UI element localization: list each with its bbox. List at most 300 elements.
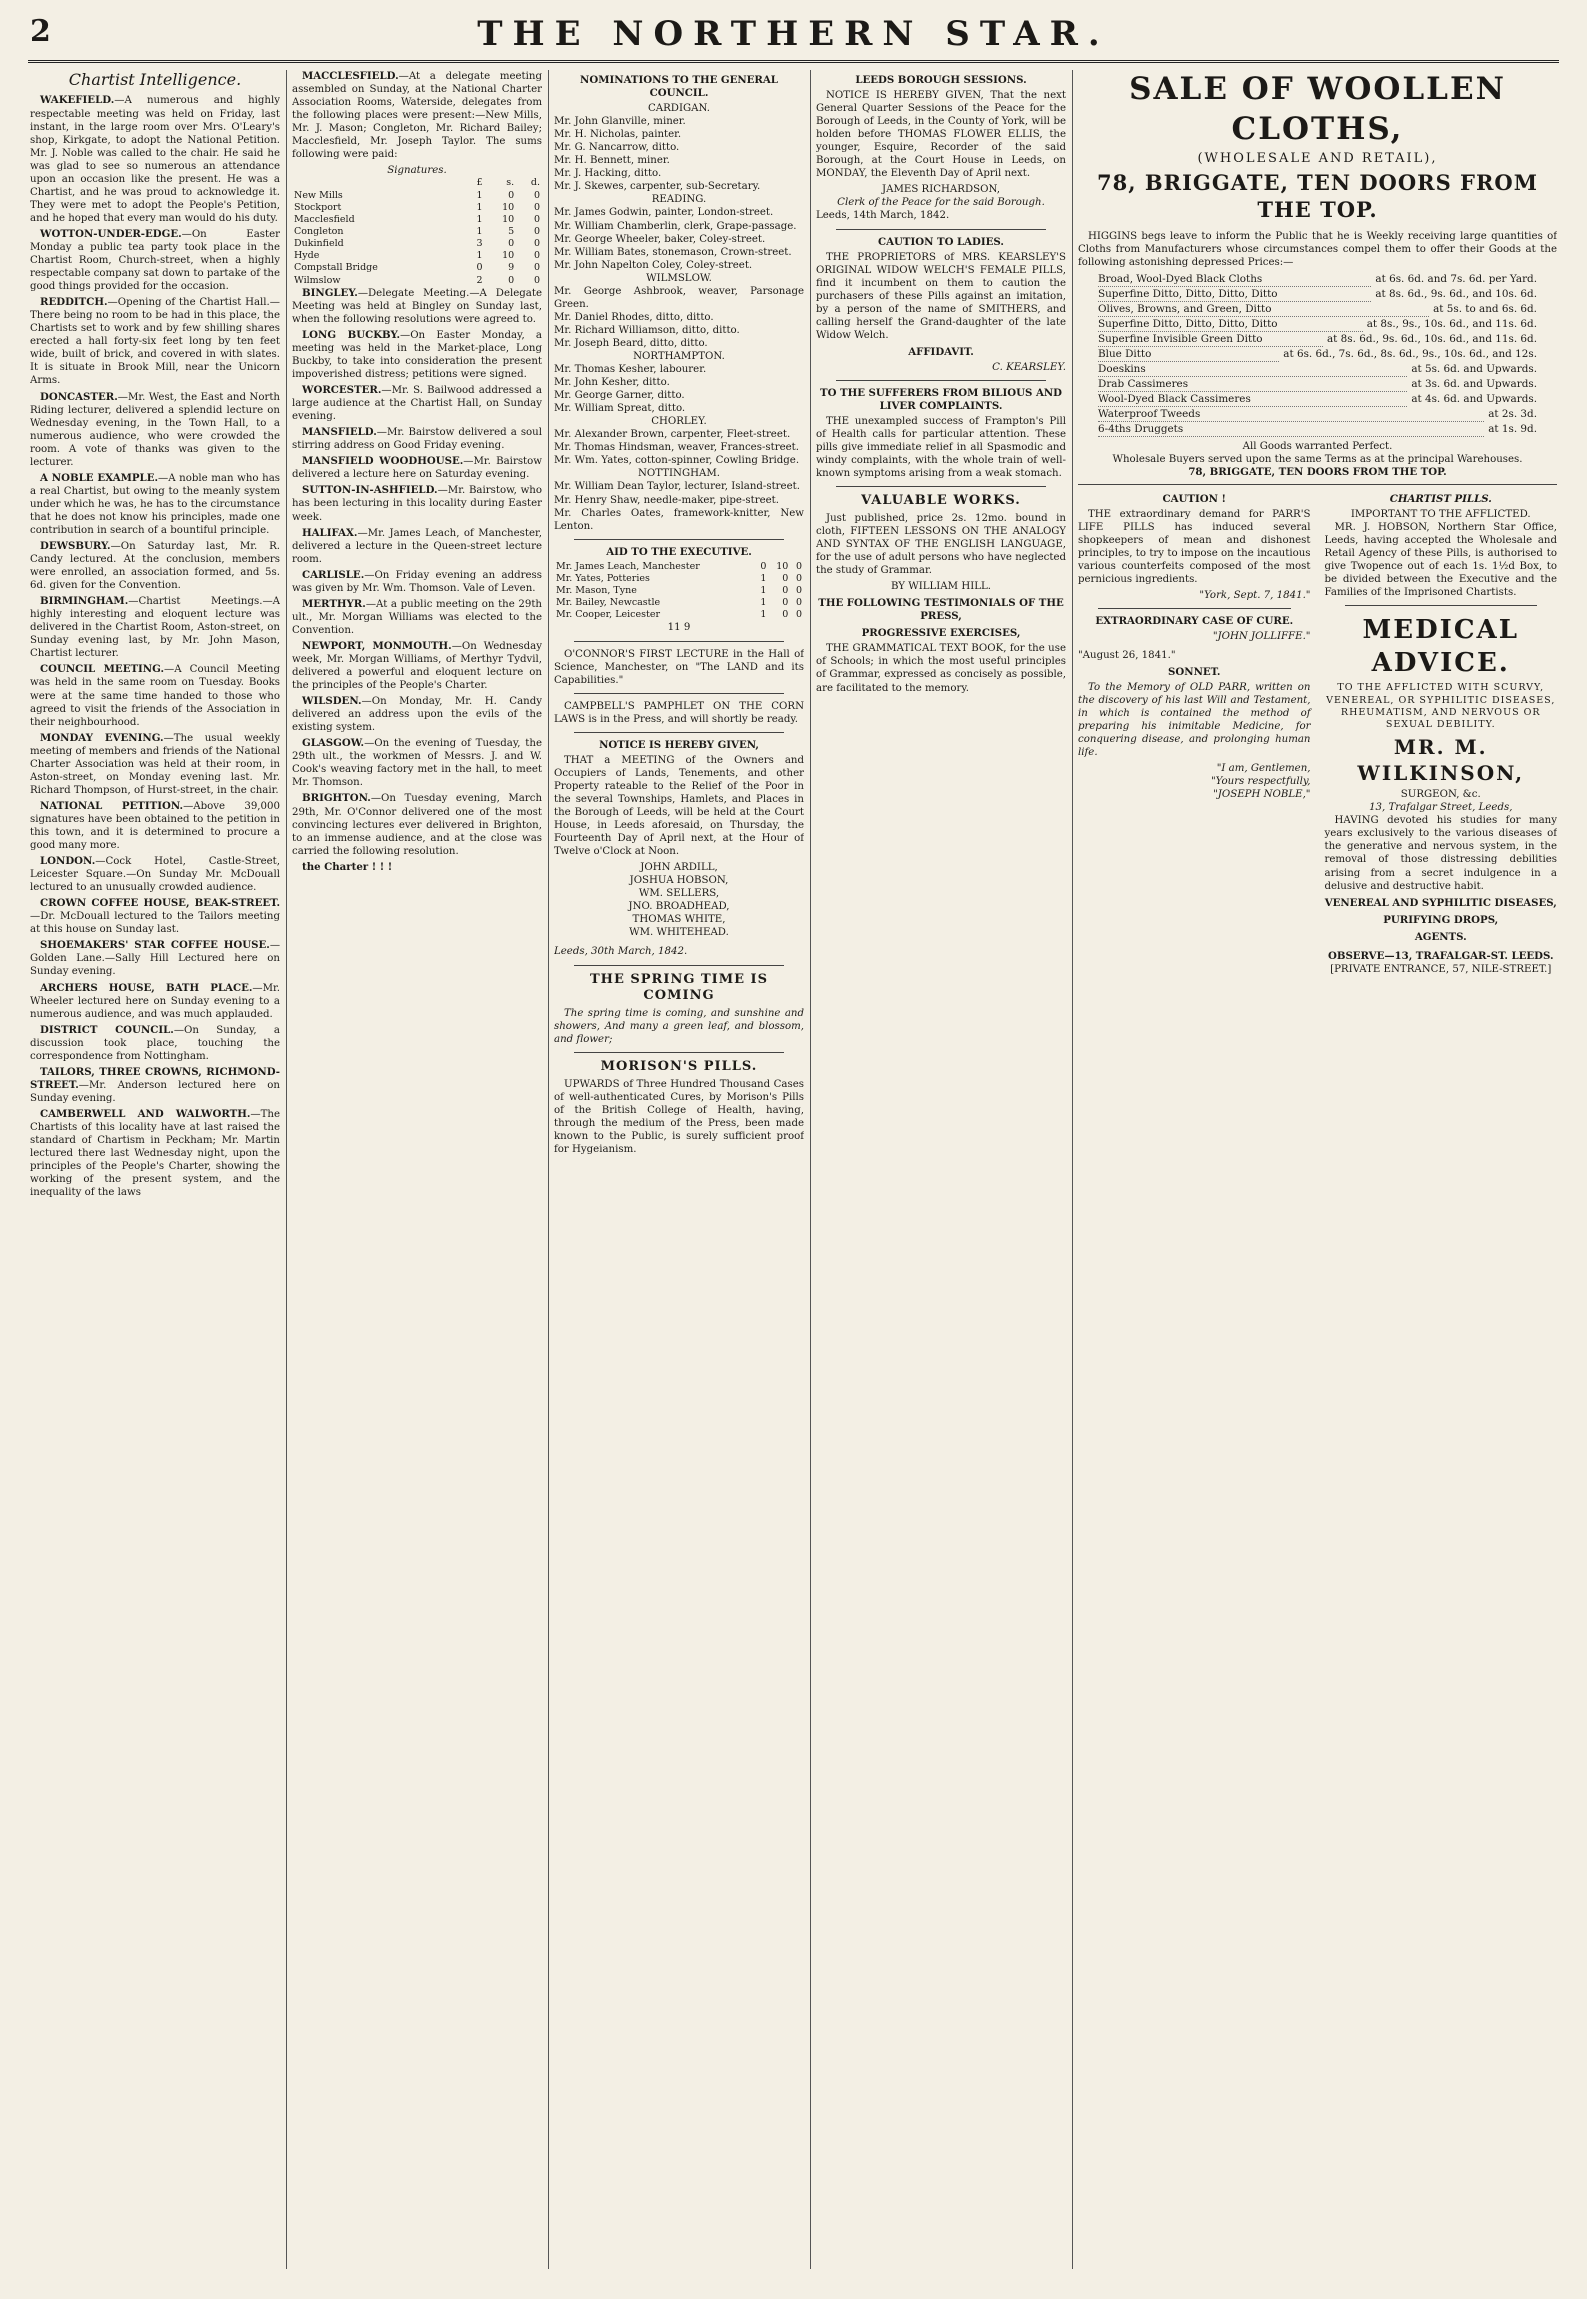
table-row [554,573,804,585]
table-cell: 1 [760,609,767,621]
private-entrance: [PRIVATE ENTRANCE, 57, NILE-STREET.] [1330,963,1552,975]
article [30,663,280,728]
town-heading: NORTHAMPTON. [633,350,725,362]
spring-heading: THE SPRING TIME IS COMING [590,971,768,1004]
article [30,1108,280,1199]
table-cell: 0 [533,213,540,225]
bilious-heading: TO THE SUFFERERS FROM BILIOUS AND LIVER COMPLAINTS. [819,386,1062,413]
article-text: —Cock Hotel, Castle-Street, Leicester Square.—On Sunday Mr. McDouall lectured to an unusually crowded audience. [30,856,280,894]
price-row [1098,407,1537,422]
price-row [1098,272,1537,287]
price-value: at 1s. 9d. [1488,423,1537,436]
divider [574,539,784,540]
divider [574,1052,784,1053]
table-cell: 1 [476,226,483,237]
nominee: Mr. William Dean Taylor, lecturer, Island-street. [554,481,800,493]
article-text: —Mr. Bairstow delivered a soul stirring address on Good Friday evening. [292,427,542,452]
article [292,598,542,637]
letter-place: "York, Sept. 7, 1841." [1199,589,1311,601]
article-text: —Delegate Meeting.—A Delegate Meeting was held at Bingley on Sunday last, when the following resolutions were agreed to. [292,287,542,325]
nominee: Mr. J. Skewes, carpenter, sub-Secretary. [554,181,761,193]
nominee: Mr. J. Hacking, ditto. [554,168,662,180]
signatory: JNO. BROADHEAD, [628,901,730,913]
divider [574,965,784,966]
venereal-heading: VENEREAL AND SYPHILITIC DISEASES, [1324,896,1557,909]
article-lead: NATIONAL PETITION. [40,799,184,812]
article-text: —On Easter Monday a public tea party took place in the Chartist Room, Church-street, when a highly respectable company sat down to partake of the good things provided for the occasion. [30,228,280,293]
article-text: —Above 39,000 signatures have been obtained to the petition in this town, and it is determined to procure a good many more. [30,800,280,852]
closing-signature: "I am, Gentlemen, "Yours respectfully, "JOSEPH NOBLE," [1210,763,1311,801]
table-cell: Hyde [294,250,320,262]
surgeon-name: MR. M. WILKINSON, [1357,735,1525,785]
table-cell: Mr. Yates, Potteries [556,572,650,584]
article-lead: WOTTON-UNDER-EDGE. [40,227,182,240]
price-value: at 5s. 6d. and Upwards. [1411,363,1537,376]
divider [836,380,1046,381]
article-lead: NEWPORT, MONMOUTH. [302,639,452,652]
oconnor-notice: O'CONNOR'S FIRST LECTURE in the Hall of Science, Manchester, on "The LAND and its Capabilities." [554,648,804,686]
signatory: JOSHUA HOBSON, [629,875,729,887]
table-cell: 5 [508,226,515,237]
price-row [1098,362,1537,377]
grammatical-text: THE GRAMMATICAL TEXT BOOK, for the use of Schools; in which the most useful principles of Grammar, expressed as concisely as possible, are facilitated to the memory. [816,643,1066,694]
chartist-pills-heading: CHARTIST PILLS. [1389,492,1492,505]
article-lead: DEWSBURY. [40,540,111,553]
article-lead: GLASGOW. [302,737,365,750]
table-cell: Dukinfield [294,238,344,250]
article [30,595,280,660]
table-row [292,250,542,262]
article [292,384,542,423]
notice-signatories [554,861,804,939]
article-lead: CROWN COFFEE HOUSE, BEAK-STREET. [40,897,280,910]
table-header-cell: d. [530,177,540,189]
medical-advice-heading: MEDICAL ADVICE. [1362,614,1519,679]
table-header-cell: £ [476,177,483,189]
article [292,792,542,857]
sale-footer-address: 78, BRIGGATE, TEN DOORS FROM THE TOP. [1188,466,1447,479]
table-row [554,585,804,597]
article-text: —Opening of the Chartist Hall.—There being no room to be had in this place, the Chartists set to work and by few shilling shares erected a hall forty-six feet long by ten feet wide, built of brick, and covered in with slates. It is situate in Brook Mill, near the Unicorn Arms. [30,297,280,387]
table-cell: 0 [782,585,789,596]
article-lead: WILSDEN. [302,695,362,708]
article-lead: BRIGHTON. [302,792,371,805]
divider [1098,608,1291,609]
nominee: Mr. John Napelton Coley, Coley-street. [554,259,753,271]
price-row [1098,392,1537,407]
table-cell: 0 [795,585,802,596]
column-two [292,70,542,2269]
article [30,982,280,1021]
caution-text: THE extraordinary demand for PARR'S LIFE PILLS has induced several shopkeepers of mean and dishonest principles, to try to impose on the incautious various counterfeits composed of the most pernicious ingredients. [1078,508,1311,585]
sonnet-heading: SONNET. [1168,666,1221,679]
article-lead: DISTRICT COUNCIL. [40,1023,174,1036]
table-cell: 0 [508,238,515,250]
article-text: —On Easter Monday, a meeting was held in the Market-place, Long Buckby, to take into consideration the present impoverished distress; petitions were signed. [292,329,542,381]
table-row [292,226,542,238]
leeds-sessions-heading: LEEDS BOROUGH SESSIONS. [855,74,1027,86]
town-heading: NOTTINGHAM. [637,468,721,480]
nominee: Mr. John Glanville, miner. [554,116,686,128]
article-lead: MONDAY EVENING. [40,731,164,744]
article-text: —On Monday, Mr. H. Candy delivered an address upon the evils of the existing system. [292,696,542,734]
table-cell: 0 [782,572,789,584]
price-row [1098,317,1537,332]
price-value: at 2s. 3d. [1488,408,1537,421]
column-divider [548,70,549,2269]
article [292,287,542,326]
nominee: Mr. William Spreat, ditto. [554,403,686,415]
table-cell: 0 [533,201,540,213]
column-divider [810,70,811,2269]
table-cell: 0 [760,560,767,572]
article [292,329,542,381]
price-item: Drab Cassimeres [1098,377,1407,392]
table-row [292,202,542,214]
nominee: Mr. Wm. Yates, cotton-spinner, Cowling Bridge. [554,455,800,467]
table-cell: 0 [533,226,540,237]
article [30,939,280,978]
table-cell: 0 [782,597,789,609]
medical-text: HAVING devoted his studies for many years exclusively to the various diseases of the generative and nervous system, in the removal of those distressing debilities arising from a secret indulgence in a delusive and destructive habit. [1324,815,1557,892]
article-lead: CAMBERWELL AND WALWORTH. [40,1107,251,1120]
article-text: —At a delegate meeting assembled on Sunday, at the National Charter Association Rooms, Waterside, delegates from the following places were present:—New Mills, Mr. J. Mason; Congleton, Mr. Richard Bailey; Macclesfield, Mr. Joseph Taylor. The sums following were paid: [292,71,542,161]
leeds-signature: JAMES RICHARDSON, [882,184,1000,196]
price-item: Blue Ditto [1098,347,1279,362]
article-lead: LONG BUCKBY. [302,328,400,341]
table-cell: 0 [533,262,540,274]
nominee: Mr. Alexander Brown, carpenter, Fleet-street. [554,429,791,441]
divider [1078,484,1557,485]
article-lead: CARLISLE. [302,568,365,581]
article [30,296,280,387]
article-text: —On Saturday last, Mr. R. Candy lectured. At the conclusion, members were enrolled, an association formed, and 5s. 6d. given for the Convention. [30,541,280,592]
article-lead: HALIFAX. [302,526,358,539]
price-row [1098,332,1537,347]
nominee: Mr. William Bates, stonemason, Crown-street. [554,246,792,258]
medical-column [1325,489,1558,976]
article-text: —On Friday evening an address was given by Mr. Wm. Thomson. Vale of Leven. [292,569,542,594]
price-value: at 3s. 6d. and Upwards. [1411,378,1537,391]
table-cell: 1 [476,201,483,213]
article [30,732,280,797]
price-item: Olives, Browns, and Green, Ditto [1098,302,1429,317]
article-text: —On Wednesday week, Mr. Morgan Williams, of Merthyr Tydvil, delivered a powerful and eloquent lecture on the principles of the People's Charter. [292,640,542,692]
price-value: at 6s. 6d. and 7s. 6d. per Yard. [1375,272,1537,285]
table-row [292,262,542,274]
sonnet-text: To the Memory of OLD PARR, written on the discovery of his last Will and Testament, in which is contained the method of preparing his inimitable Medicine, for conquering disease, and prolonging human life. [1078,682,1311,759]
article [30,391,280,469]
signatory: WM. SELLERS, [638,888,720,900]
table-cell: Mr. Mason, Tyne [556,585,637,596]
divider [574,641,784,642]
table-row [292,190,542,202]
article [30,472,280,537]
nominee: Mr. James Godwin, painter, London-street. [554,207,774,219]
article [30,855,280,894]
sale-subtitle: (WHOLESALE AND RETAIL), [1197,151,1438,167]
nominee: Mr. Daniel Rhodes, ditto, ditto. [554,311,714,323]
article-lead: SHOEMAKERS' STAR COFFEE HOUSE. [40,939,270,952]
table-title: Signatures. [387,165,447,177]
table-cell: 2 [476,274,483,286]
article-text: —Mr. Bairstow delivered a lecture here on Saturday evening. [292,456,542,481]
warranted-note: All Goods warranted Perfect. [1242,441,1393,453]
table-cell: 0 [508,189,515,201]
price-value: at 8s. 6d., 9s. 6d., and 10s. 6d. [1375,287,1537,300]
column-divider [1072,70,1073,2269]
nominee: Mr. G. Nancarrow, ditto. [554,142,680,154]
article-lead: SUTTON-IN-ASHFIELD. [302,484,438,497]
price-item: Wool-Dyed Black Cassimeres [1098,392,1407,407]
article-text: —On Sunday, a discussion took place, touching the correspondence from Nottingham. [30,1024,280,1062]
purifying-heading: PURIFYING DROPS, [1383,913,1499,926]
nominee: Mr. William Chamberlin, clerk, Grape-passage. [554,220,797,232]
article-lead: WAKEFIELD. [40,94,115,107]
table-cell: 0 [795,560,802,572]
nominee: Mr. Richard Williamson, ditto, ditto. [554,324,740,336]
notice-date: Leeds, 30th March, 1842. [554,946,688,958]
article [292,527,542,566]
notice-text: THAT a MEETING of the Owners and Occupiers of Lands, Tenements, and other Property rateable to the Relief of the Poor in the several Townships, Hamlets, and Places in the Borough of Leeds, will be held at the Court House, in Leeds aforesaid, on Thursday, the Fourteenth Day of April next, at the Hour of Twelve o'Clock at Noon. [554,754,804,858]
table-header-cell: s. [506,177,515,189]
table-row [292,275,542,287]
nominee: Mr. George Garner, ditto. [554,390,685,402]
article-lead: TAILORS, THREE CROWNS, RICHMOND-STREET. [30,1065,280,1091]
article-lead: BIRMINGHAM. [40,595,129,608]
article-text: —Mr. S. Bailwood addressed a large audience at the Chartist Hall, on Sunday evening. [292,385,542,423]
nominee: Mr. H. Nicholas, painter. [554,129,682,141]
sale-intro: HIGGINS begs leave to inform the Public that he is Weekly receiving large quantities of Cloths from Manufacturers whose circumstances compel them to offer their Goods at the following astonishing depressed Prices:— [1078,230,1557,268]
surgeon-title: SURGEON, &c. [1400,789,1481,801]
table-cell: 0 [795,609,802,621]
column-chartist-intelligence [30,70,280,2269]
article [292,455,542,481]
article [292,484,542,523]
article-list [292,287,542,858]
valuable-works-text: Just published, price 2s. 12mo. bound in cloth, FIFTEEN LESSONS ON THE ANALOGY AND SYNTAX OF THE ENGLISH LANGUAGE, for the use of adult persons who have neglected the study of Grammar. [816,512,1066,577]
leeds-date: Leeds, 14th March, 1842. [816,210,950,222]
table-cell: 0 [533,238,540,250]
wholesale-note: Wholesale Buyers served upon the same Terms as at the principal Warehouses. [1112,454,1523,466]
article-list [30,94,280,1199]
caution-ladies-text: THE PROPRIETORS of MRS. KEARSLEY'S ORIGINAL WIDOW WELCH'S FEMALE PILLS, find it incumbent on them to caution the purchasers of these Pills against an imitation, by a person of the name of SMITHERS, and calling herself the Grand-daughter of the late Widow Welch. [816,251,1066,341]
top-rule [28,60,1559,63]
signatures-table [292,177,542,286]
caution-ladies-heading: CAUTION TO LADIES. [878,235,1004,248]
table-cell: 0 [508,274,515,286]
table-cell: 0 [795,572,802,584]
author-line: BY WILLIAM HILL. [890,581,992,593]
price-value: at 5s. to and 6s. 6d. [1433,302,1537,315]
nominee: Mr. H. Bennett, miner. [554,155,670,167]
aid-table [554,561,804,622]
table-cell: 1 [760,572,767,584]
price-value: at 8s., 9s., 10s. 6d., and 11s. 6d. [1366,318,1537,330]
table-row [292,214,542,226]
price-value: at 6s. 6d., 7s. 6d., 8s. 6d., 9s., 10s. 6d., and 12s. [1283,348,1537,361]
price-row [1098,377,1537,392]
article [292,569,542,595]
article-lead: MACCLESFIELD. [302,70,399,82]
table-cell: 1 [476,250,483,262]
table-cell: Congleton [294,226,344,237]
price-row [1098,287,1537,302]
table-cell: 10 [502,250,515,262]
table-cell: Macclesfield [294,213,355,225]
table-cell: 0 [795,597,802,609]
chartist-pills-text: MR. J. HOBSON, Northern Star Office, Leeds, having accepted the Wholesale and Retail Agency of these Pills, is authorised to give Twopence out of each 1s. 1½d Box, to be divided between the Executive and the Families of the Imprisoned Chartists. [1324,521,1557,598]
table-cell: 0 [533,274,540,286]
page-number: 2 [30,14,51,49]
nominations-heading: NOMINATIONS TO THE GENERAL COUNCIL. [580,74,778,100]
affidavit-heading: AFFIDAVIT. [908,345,974,358]
price-row [1098,302,1537,317]
article-lead: COUNCIL MEETING. [40,663,164,676]
article-lead: A NOBLE EXAMPLE. [40,471,159,484]
article-text: —On Tuesday evening, March 29th, Mr. O'Connor delivered one of the most convincing lectures ever delivered in Brighton, to an immense audience, and at the close was carried the following resolution. [292,793,542,857]
article [30,540,280,592]
article-text: —The Chartists of this locality have at last raised the standard of Chartism in Peckham; Mr. Martin lectured there last Wednesday night, upon the principles of the People's Charter, showing the working of the present system, and the inequality of the laws [30,1108,280,1199]
article [30,94,280,224]
divider [836,486,1046,487]
article-text: —Dr. McDouall lectured to the Tailors meeting at this house on Sunday last. [30,911,280,936]
article [30,1066,280,1105]
nominee: Mr. Henry Shaw, needle-maker, pipe-street. [554,494,779,506]
testimonials-heading: THE FOLLOWING TESTIMONIALS OF THE PRESS, [818,597,1064,623]
table-row [554,561,804,573]
valuable-works-heading: VALUABLE WORKS. [861,493,1021,509]
sale-title: SALE OF WOOLLEN CLOTHS, [1129,71,1506,147]
table-row [292,238,542,250]
town-heading: CARDIGAN. [647,103,710,115]
price-item: Waterproof Tweeds [1098,407,1484,422]
table-cell: 10 [502,201,515,213]
price-item: Superfine Ditto, Ditto, Ditto, Ditto [1098,287,1371,302]
article-lead: LONDON. [40,855,96,868]
article-text: —Mr. James Leach, of Manchester, delivered a lecture in the Queen-street lecture room. [292,527,542,565]
masthead-title: THE NORTHERN STAR. [477,14,1110,54]
leeds-sessions-text: NOTICE IS HEREBY GIVEN, That the next General Quarter Sessions of the Peace for the Borough of Leeds, in the County of York, will be holden before THOMAS FLOWER ELLIS, the younger, Esquire, Recorder of the said Borough, at the Court House in Leeds, on MONDAY, the Eleventh Day of April next. [816,90,1066,180]
advert-columns [1078,489,1557,976]
price-item: Superfine Invisible Green Ditto [1098,332,1323,347]
caution-heading: CAUTION ! [1162,492,1226,505]
article-lead: MERTHYR. [302,597,366,610]
article [30,228,280,293]
aid-total: 11 9 [667,622,691,634]
sale-address: 78, BRIGGATE, TEN DOORS FROM THE TOP. [1097,169,1538,222]
nominee: Mr. Thomas Hindsman, weaver, Frances-street. [554,442,799,454]
town-heading: READING. [651,194,707,206]
article [30,1024,280,1063]
article-lead: MANSFIELD. [302,426,377,439]
leeds-signature-role: Clerk of the Peace for the said Borough. [837,197,1045,209]
article [30,897,280,936]
column-divider [286,70,287,2269]
price-item: Broad, Wool-Dyed Black Cloths [1098,272,1371,287]
town-heading: CHORLEY. [651,416,707,428]
section-title: Chartist Intelligence. [68,70,242,89]
table-cell: 10 [776,560,789,572]
extraordinary-heading: EXTRAORDINARY CASE OF CURE. [1095,614,1294,627]
surgeon-address: 13, Trafalgar Street, Leeds, [1369,802,1513,814]
spring-text: The spring time is coming, and sunshine and showers, And many a green leaf, and blossom, and flower; [554,1007,804,1045]
article-text: —On the evening of Tuesday, the 29th ult., the workmen of Messrs. J. and W. Cook's weaving factory met in the hall, to meet Mr. Thomson. [292,738,542,789]
table-cell: Mr. Bailey, Newcastle [556,597,661,609]
article [292,737,542,789]
article-text: —Golden Lane.—Sally Hill Lectured here on Sunday evening. [30,940,280,978]
price-item: Doeskins [1098,362,1407,377]
table-cell: 0 [476,262,483,274]
divider [574,732,784,733]
table-cell: 1 [760,585,767,596]
morison-text: UPWARDS of Three Hundred Thousand Cases of well-authenticated Cures, by Morison's Pills of the British College of Health, having, through the medium of the Press, been made known to the Public, is surely sufficient proof for Hygeianism. [554,1078,804,1155]
town-heading: WILMSLOW. [646,272,712,284]
table-row [554,609,804,621]
nominations-list [554,102,804,533]
article-lead: MANSFIELD WOODHOUSE. [302,455,464,468]
table-header-row [292,177,542,189]
notice-heading: NOTICE IS HEREBY GIVEN, [599,738,759,751]
nominee: Mr. Charles Oates, framework-knitter, New Lenton. [554,507,804,532]
article-text: —Mr. West, the East and North Riding lecturer, delivered a splendid lecture on Wednesday evening, in the Town Hall, to a numerous audience, who were crowded the room. A vote of thanks was given to the lecturer. [30,391,280,468]
article-text: —Chartist Meetings.—A highly interesting and eloquent lecture was delivered in the Chartist Room, Aston-street, on Sunday evening last, by Mr. John Mason, Chartist lecturer. [30,596,280,660]
article [292,640,542,692]
signatory: JOHN ARDILL, [640,862,718,874]
price-value: at 8s. 6d., 9s. 6d., 10s. 6d., and 11s. 6d. [1326,333,1537,346]
price-value: at 4s. 6d. and Upwards. [1411,393,1537,406]
table-cell: New Mills [294,189,343,201]
price-item: 6-4ths Druggets [1098,422,1484,437]
nominee: Mr. Thomas Kesher, labourer. [554,364,707,376]
bilious-text: THE unexampled success of Frampton's Pill of Health calls for particular attention. These pills give immediate relief in all Spasmodic and windy complaints, with the whole train of well-known symptoms arising from a weak stomach. [816,416,1066,480]
article [292,70,542,161]
divider [574,693,784,694]
price-item: Superfine Ditto, Ditto, Ditto, Ditto [1098,317,1363,332]
article [292,695,542,734]
letter-date: "August 26, 1841." [1078,649,1176,661]
chartist-pills-sub: IMPORTANT TO THE AFFLICTED. [1350,508,1531,520]
campbell-notice: CAMPBELL'S PAMPHLET ON THE CORN LAWS is in the Press, and will shortly be ready. [554,700,804,725]
nominee: Mr. John Kesher, ditto. [554,377,670,389]
column-three [554,70,804,2269]
signatory: WM. WHITEHEAD. [629,927,729,939]
table-row [554,597,804,609]
article [30,800,280,852]
divider [1345,605,1538,606]
table-cell: 1 [476,213,483,225]
article-text: —Mr. Anderson lectured here on Sunday evening. [30,1079,280,1104]
article-lead: DONCASTER. [40,390,118,403]
divider [836,229,1046,230]
nominee: Mr. Joseph Beard, ditto, ditto. [554,337,708,349]
article-text: —The usual weekly meeting of members and friends of the National Charter Association was held at their room, in Aston-street, on Monday evening last. Mr. Richard Thompson, of Hurst-street, in the chair. [30,732,280,796]
table-header-cell [292,177,465,189]
article-text: —Mr. Bairstow, who has been lecturing in this locality during Easter week. [292,485,542,523]
table-cell: 0 [533,189,540,201]
table-cell: 0 [533,250,540,262]
article-text: —A numerous and highly respectable meeting was held on Friday, last instant, in the large room over Mrs. O'Leary's shop, Kirkgate, to adopt the National Petition. Mr. J. Noble was called to the chair. He said he was glad to see so numerous an attendance upon an occasion like the present. He was a Chartist, and he was proud to acknowledge it. They were met to adopt the People's Petition, and he hoped that every man would do his duty. [30,95,280,224]
column-advertisements [1078,70,1557,2269]
table-cell: Mr. James Leach, Manchester [556,560,700,572]
letter-signature: "JOHN JOLLIFFE." [1212,630,1311,642]
column-four [816,70,1066,2269]
table-cell: 10 [502,213,515,225]
table-cell: Wilmslow [294,274,341,286]
signatory: THOMAS WHITE, [632,914,726,926]
affidavit-signature: C. KEARSLEY. [992,361,1066,373]
table-cell: Stockport [294,201,342,213]
